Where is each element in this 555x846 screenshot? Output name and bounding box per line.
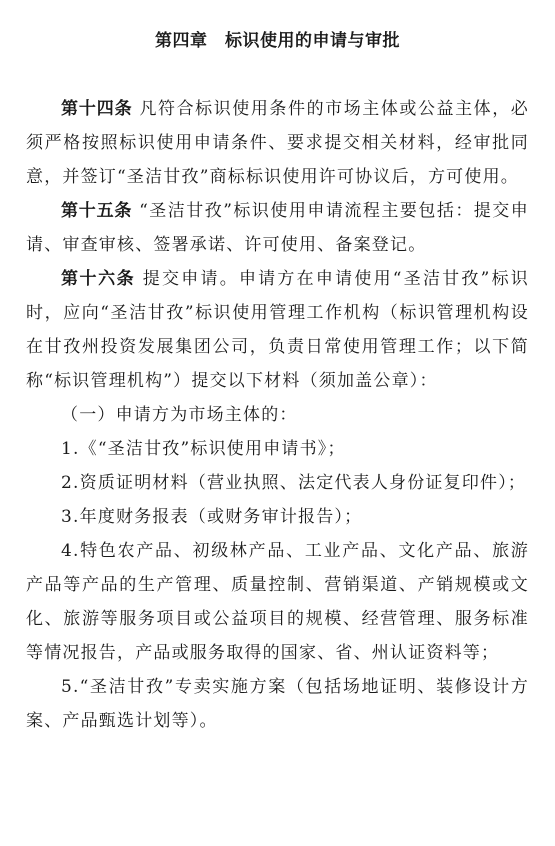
list-item: 2.资质证明材料（营业执照、法定代表人身份证复印件）； bbox=[61, 473, 527, 493]
document-body bbox=[26, 92, 529, 738]
market-entity-heading: （一）申请方为市场主体的： bbox=[61, 405, 298, 425]
article-16 bbox=[26, 262, 529, 398]
list-item: 1.《“圣洁甘孜”标识使用申请书》； bbox=[61, 439, 346, 459]
article-text: “圣洁甘孜”标识使用申请流程主要包括：提交申请、审查审核、签署承诺、许可使用、备案登记。 bbox=[26, 201, 529, 255]
list-item: 3.年度财务报表（或财务审计报告）； bbox=[61, 507, 363, 527]
list-item: 4.特色农产品、初级林产品、工业产品、文化产品、旅游产品等产品的生产管理、质量控制、营销渠道、产销规模或文化、旅游等服务项目或公益项目的规模、经营管理、服务标准等情况报告，产品或服务取得的国家、省、州认证资料等； bbox=[26, 541, 529, 663]
article-number: 第十六条 bbox=[61, 269, 136, 289]
article-text: 提交申请。申请方在申请使用“圣洁甘孜”标识时，应向“圣洁甘孜”标识使用管理工作机构（标识管理机构设在甘孜州投资发展集团公司，负责日常使用管理工作；以下简称“标识管理机构”）提交以下材料（须加盖公章）： bbox=[26, 269, 530, 391]
article-number: 第十五条 bbox=[61, 201, 133, 221]
list-item: 5.“圣洁甘孜”专卖实施方案（包括场地证明、装修设计方案、产品甄选计划等）。 bbox=[26, 677, 529, 731]
article-number: 第十四条 bbox=[61, 99, 133, 119]
article-text: 凡符合标识使用条件的市场主体或公益主体，必须严格按照标识使用申请条件、要求提交相关材料，经审批同意，并签订“圣洁甘孜”商标标识使用许可协议后，方可使用。 bbox=[26, 99, 530, 187]
article-14 bbox=[26, 92, 529, 194]
chapter-title: 第四章 标识使用的申请与审批 bbox=[155, 31, 400, 51]
article-15 bbox=[26, 194, 529, 262]
